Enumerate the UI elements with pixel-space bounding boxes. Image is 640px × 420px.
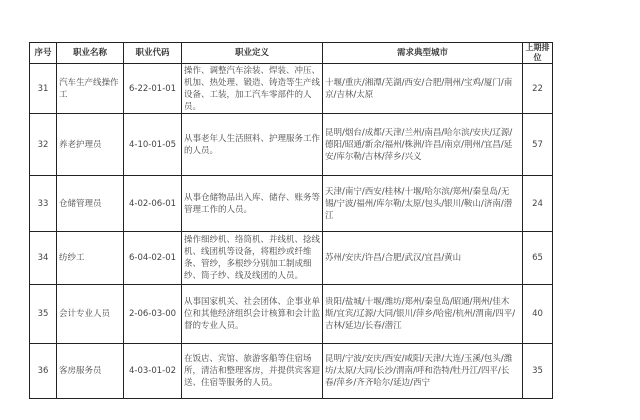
- row-no: 34: [30, 232, 57, 285]
- row-rank: 65: [523, 232, 553, 285]
- row-cities: 天津/南宁/西安/桂林/十堰/哈尔滨/郑州/秦皇岛/无锡/宁波/福州/库尔勒/太原/包头/银川/鞍山/济南/潜江: [323, 176, 523, 232]
- row-code: 6-22-01-01: [124, 64, 182, 114]
- row-cities: 贵阳/盐城/十堰/潍坊/郑州/秦皇岛/昭通/荆州/佳木斯/宜宾/辽源/大同/银川/萍乡/哈密/杭州/渭南/四平/吉林/延边/长春/潜江: [323, 285, 523, 344]
- header-cities: 需求典型城市: [323, 43, 523, 64]
- row-cities: 苏州/安庆/许昌/合肥/武汉/宜昌/黄山: [323, 232, 523, 285]
- row-no: 35: [30, 285, 57, 344]
- row-code: 2-06-03-00: [124, 285, 182, 344]
- row-no: 36: [30, 344, 57, 399]
- occupation-table: [29, 42, 553, 399]
- header-code: 职业代码: [124, 43, 182, 64]
- row-code: 4-02-06-01: [124, 176, 182, 232]
- row-name: 养老护理员: [57, 114, 124, 176]
- row-definition: 在饭店、宾馆、旅游客船等住宿场所，清洁和整理客房，并提供宾客迎送、住宿等服务的人员。: [182, 344, 323, 399]
- row-rank: 40: [523, 285, 553, 344]
- row-definition: 操作细纱机、络筒机、并线机、捻线机、线团机等设备，将粗纱或纤维条、管纱，多根纱分别加工制成细纱、筒子纱、线及线团的人员。: [182, 232, 323, 285]
- row-name: 仓储管理员: [57, 176, 124, 232]
- row-rank: 24: [523, 176, 553, 232]
- table-header-row: [30, 43, 553, 64]
- row-rank: 35: [523, 344, 553, 399]
- table-row: [30, 232, 553, 285]
- row-rank: 22: [523, 64, 553, 114]
- row-cities: 十堰/重庆/湘潭/芜湖/西安/合肥/荆州/宝鸡/厦门/南京/吉林/太原: [323, 64, 523, 114]
- header-definition: 职业定义: [182, 43, 323, 64]
- row-definition: 操作、调整汽车涂装、焊装、冲压、机加、热处理、锻造、铸造等生产线设备、工装，加工汽车零部件的人员。: [182, 64, 323, 114]
- row-cities: 昆明/烟台/成都/天津/兰州/南昌/哈尔滨/安庆/辽源/德阳/昭通/新余/福州/株洲/许昌/南京/荆州/宜昌/延安/库尔勒/吉林/萍乡/兴义: [323, 114, 523, 176]
- table-row: [30, 176, 553, 232]
- row-definition: 从事仓储物品出入库、储存、账务等管理工作的人员。: [182, 176, 323, 232]
- table-row: [30, 64, 553, 114]
- row-definition: 从事国家机关、社会团体、企事业单位和其他经济组织会计核算和会计监督的专业人员。: [182, 285, 323, 344]
- row-cities: 昆明/宁波/安庆/西安/咸阳/天津/大连/玉溪/包头/潍坊/太原/大同/长沙/渭南/呼和浩特/牡丹江/四平/长春/萍乡/齐齐哈尔/延边/西宁: [323, 344, 523, 399]
- row-name: 会计专业人员: [57, 285, 124, 344]
- row-code: 6-04-02-01: [124, 232, 182, 285]
- header-rank: 上期排位: [523, 43, 553, 64]
- row-no: 33: [30, 176, 57, 232]
- row-code: 4-03-01-02: [124, 344, 182, 399]
- row-name: 汽车生产线操作工: [57, 64, 124, 114]
- header-name: 职业名称: [57, 43, 124, 64]
- row-name: 客房服务员: [57, 344, 124, 399]
- table-row: [30, 285, 553, 344]
- row-no: 32: [30, 114, 57, 176]
- row-code: 4-10-01-05: [124, 114, 182, 176]
- row-definition: 从事老年人生活照料、护理服务工作的人员。: [182, 114, 323, 176]
- table-row: [30, 114, 553, 176]
- row-rank: 57: [523, 114, 553, 176]
- table-row: [30, 344, 553, 399]
- header-no: 序号: [30, 43, 57, 64]
- row-name: 纺纱工: [57, 232, 124, 285]
- row-no: 31: [30, 64, 57, 114]
